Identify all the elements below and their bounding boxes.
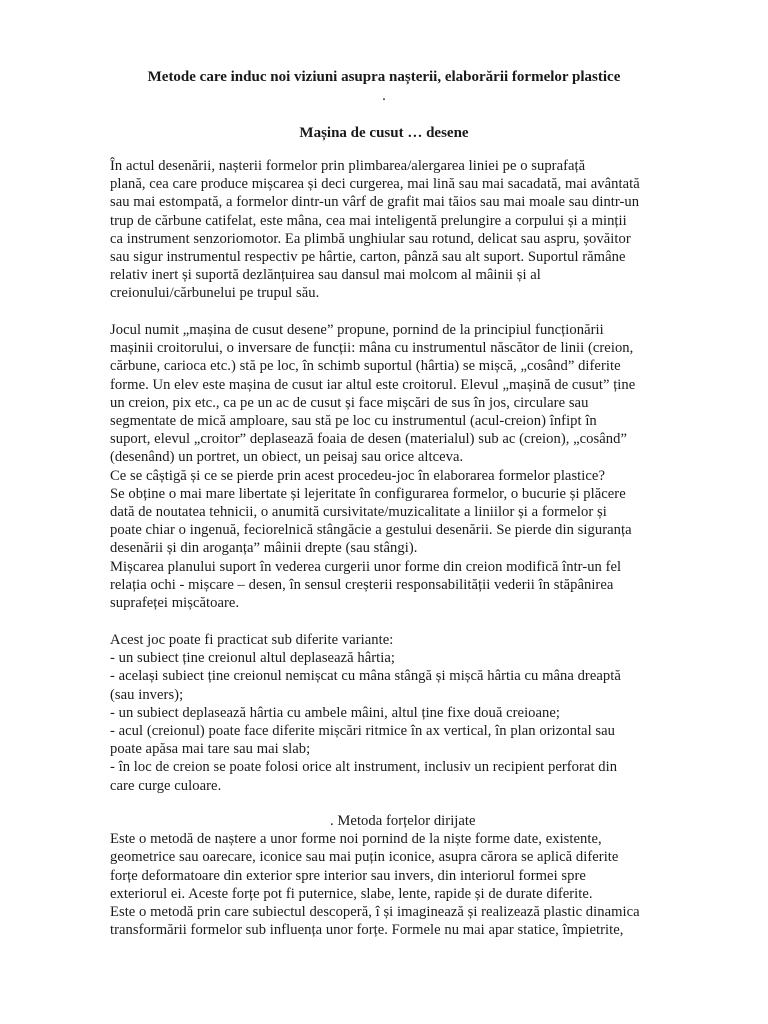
list-item: - un subiect ține creionul altul deplasează hârtia; xyxy=(110,650,395,667)
text-line: În actul desenării, nașterii formelor prin plimbarea/alergarea liniei pe o suprafață xyxy=(110,158,586,174)
text-line: (desenând) un portret, un obiect, un peisaj sau orice altceva. xyxy=(110,449,464,466)
title-dot: . xyxy=(382,88,386,104)
text-line: geometrice sau oarecare, iconice sau mai puțin iconice, asupra cărora se aplică diferite xyxy=(110,849,619,866)
text-line: sau sigur instrumentul respectiv pe hârtie, carton, pânză sau alt suport. Suportul rămâne xyxy=(110,249,626,266)
text-line: plană, cea care produce mișcarea și deci curgerea, mai lină sau mai sacadată, mai avântată xyxy=(110,176,640,193)
text-line: un creion, pix etc., ca pe un ac de cusut și face mișcări de sus în jos, circulare sau xyxy=(110,394,589,411)
text-line: dată de noutatea tehnicii, o anumită cursivitate/muzicalitate a liniilor și a formelor și xyxy=(110,504,607,521)
text-line: mașinii croitorului, o inversare de funcții: mâna cu instrumentul născător de linii (creion, xyxy=(110,340,634,357)
list-item: - în loc de creion se poate folosi orice alt instrument, inclusiv un recipient perforat din xyxy=(110,759,618,776)
paragraph-intro xyxy=(110,157,715,303)
section-title: Mașina de cusut … desene xyxy=(299,125,469,141)
text-line: Acest joc poate fi practicat sub diferite variante: xyxy=(110,632,394,648)
text-line: transformării formelor sub influența unor forțe. Formele nu mai apar statice, împietrite, xyxy=(110,922,624,939)
list-item: - un subiect deplasează hârtia cu ambele mâini, altul ține fixe două creioane; xyxy=(110,704,561,721)
text-line: Este o metodă de naștere a unor forme noi pornind de la niște forme date, existente, xyxy=(110,831,602,848)
text-line: relația ochi - mișcare – desen, în sensul creșterii responsabilității vederii în stăpânirea xyxy=(110,576,614,593)
text-line: creionului/cărbunelui pe trupul său. xyxy=(110,285,320,302)
text-line: forțe deformatoare din exterior spre interior sau invers, din interiorul formei spre xyxy=(110,867,586,884)
paragraph-variants xyxy=(110,631,715,795)
text-line: exteriorul ei. Aceste forțe pot fi puternice, slabe, lente, rapide și de durate diferite. xyxy=(110,885,593,902)
text-line: poate apăsa mai tare sau mai slab; xyxy=(110,741,311,758)
text-line: desenării și din aroganța” mâinii drepte (sau stângi). xyxy=(110,540,418,557)
text-line: (sau invers); xyxy=(110,686,184,703)
text-line: trup de cărbune catifelat, este mâna, cea mai inteligentă prelungire a corpului și a minții xyxy=(110,212,627,229)
text-line: Jocul numit „mașina de cusut desene” propune, pornind de la principiul funcționării xyxy=(110,322,604,338)
text-line: care curge culoare. xyxy=(110,777,222,794)
text-line: suport, elevul „croitor” deplasează foaia de desen (materialul) sub ac (creion), „cosând” xyxy=(110,431,628,448)
text-line: poate chiar o ingenuă, feciorelnică stângăcie a gestului desenării. Se pierde din siguranța xyxy=(110,522,632,539)
text-line: Mișcarea planului suport în vederea curgerii unor forme din creion modifică într-un fel xyxy=(110,558,622,575)
text-line: Este o metodă prin care subiectul descoperă, î și imaginează și realizează plastic dinamica xyxy=(110,904,640,921)
text-line: segmentate de mică amploare, sau stă pe loc cu instrumentul (acul-creion) înfipt în xyxy=(110,413,597,430)
text-line: forme. Un elev este mașina de cusut iar altul este croitorul. Elevul „mașină de cusut” ține xyxy=(110,376,636,393)
paragraph-game xyxy=(110,321,715,612)
document-title: Metode care induc noi viziuni asupra nașterii, elaborării formelor plastice xyxy=(147,69,621,85)
text-line: Ce se câștigă și ce se pierde prin acest procedeu-joc în elaborarea formelor plastice? xyxy=(110,467,605,484)
text-line: cărbune, carioca etc.) stă pe loc, în schimb suportul (hârtia) se mișcă, „cosând” diferite xyxy=(110,358,621,375)
text-line: sau mai estompată, a formelor dintr-un vârf de grafit mai tăios sau mai moale sau dintr-un xyxy=(110,194,640,211)
list-item: - același subiect ține creionul nemișcat cu mâna stângă și mișcă hârtia cu mâna dreaptă xyxy=(110,668,621,685)
text-line: Se obține o mai mare libertate și lejeritate în configurarea formelor, o bucurie și plăcere xyxy=(110,485,626,502)
text-line: relativ inert și suportă dezlănțuirea sau dansul mai molcom al mâinii și al xyxy=(110,267,541,284)
paragraph-forces xyxy=(110,812,715,939)
list-item: - acul (creionul) poate face diferite mișcări ritmice în ax vertical, în plan orizontal sau xyxy=(110,723,615,740)
section-heading: . Metoda forțelor dirijate xyxy=(330,813,476,829)
text-line: suprafeței mișcătoare. xyxy=(110,595,240,612)
text-line: ca instrument senzoriomotor. Ea plimbă unghiular sau rotund, delicat sau aspru, șovăitor xyxy=(110,230,631,247)
